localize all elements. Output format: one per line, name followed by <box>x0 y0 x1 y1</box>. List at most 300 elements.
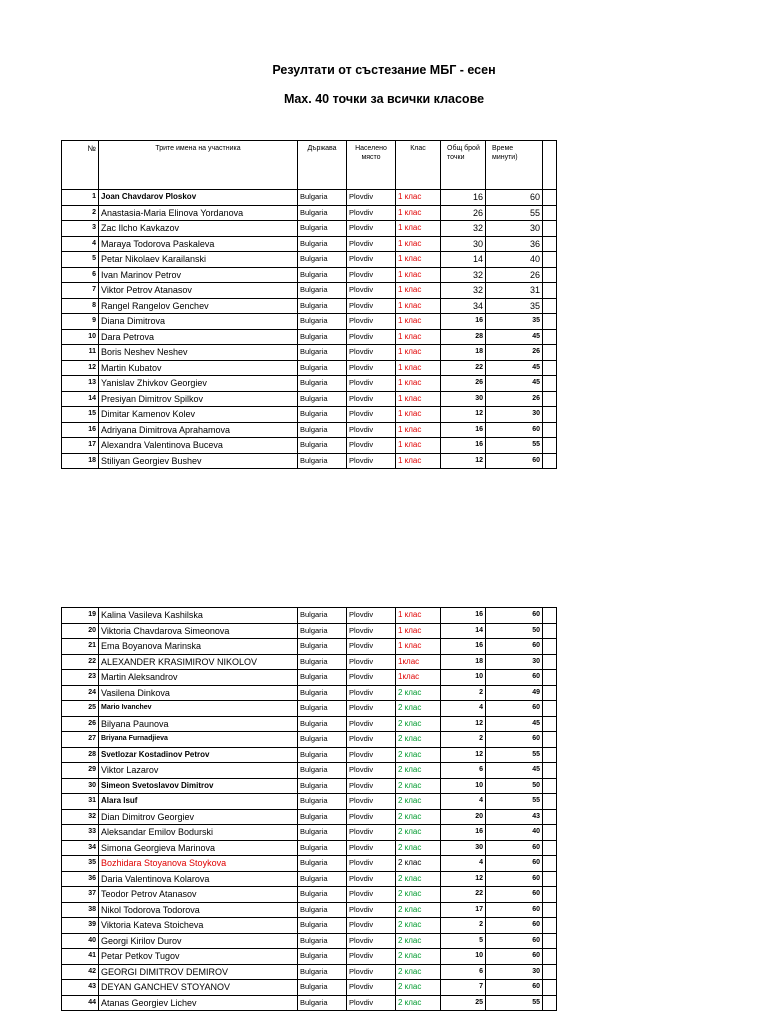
participant-name: ALEXANDER KRASIMIROV NIKOLOV <box>99 654 298 670</box>
total-points: 6 <box>441 964 486 980</box>
row-number: 2 <box>62 205 99 221</box>
total-points: 16 <box>441 825 486 841</box>
extra-cell <box>543 360 557 376</box>
country: Bulgaria <box>298 701 347 717</box>
participant-name: Bilyana Paunova <box>99 716 298 732</box>
country: Bulgaria <box>298 887 347 903</box>
time-minutes: 55 <box>486 438 543 454</box>
extra-cell <box>543 252 557 268</box>
row-number: 37 <box>62 887 99 903</box>
extra-cell <box>543 639 557 655</box>
row-number: 39 <box>62 918 99 934</box>
total-points: 6 <box>441 763 486 779</box>
country: Bulgaria <box>298 376 347 392</box>
time-minutes: 35 <box>486 298 543 314</box>
total-points: 12 <box>441 716 486 732</box>
place: Plovdiv <box>347 716 396 732</box>
total-points: 18 <box>441 654 486 670</box>
country: Bulgaria <box>298 438 347 454</box>
time-minutes: 50 <box>486 623 543 639</box>
place: Plovdiv <box>347 670 396 686</box>
row-number: 44 <box>62 995 99 1011</box>
total-points: 34 <box>441 298 486 314</box>
country: Bulgaria <box>298 190 347 206</box>
total-points: 12 <box>441 407 486 423</box>
place: Plovdiv <box>347 763 396 779</box>
country: Bulgaria <box>298 856 347 872</box>
place: Plovdiv <box>347 701 396 717</box>
total-points: 16 <box>441 422 486 438</box>
total-points: 16 <box>441 639 486 655</box>
table-row <box>62 376 557 392</box>
country: Bulgaria <box>298 685 347 701</box>
time-minutes: 43 <box>486 809 543 825</box>
extra-cell <box>543 685 557 701</box>
class: 1 клас <box>396 438 441 454</box>
country: Bulgaria <box>298 902 347 918</box>
place: Plovdiv <box>347 856 396 872</box>
participant-name: Nikol Todorova Todorova <box>99 902 298 918</box>
place: Plovdiv <box>347 840 396 856</box>
class: 1клас <box>396 670 441 686</box>
row-number: 11 <box>62 345 99 361</box>
extra-cell <box>543 964 557 980</box>
class: 1 клас <box>396 267 441 283</box>
header-class: Клас <box>396 141 441 190</box>
extra-cell <box>543 654 557 670</box>
row-number: 27 <box>62 732 99 748</box>
extra-cell <box>543 856 557 872</box>
total-points: 30 <box>441 236 486 252</box>
table-row <box>62 623 557 639</box>
place: Plovdiv <box>347 732 396 748</box>
table-row <box>62 763 557 779</box>
class: 2 клас <box>396 918 441 934</box>
time-minutes: 60 <box>486 422 543 438</box>
class: 2 клас <box>396 871 441 887</box>
table-row <box>62 267 557 283</box>
country: Bulgaria <box>298 360 347 376</box>
table-row <box>62 809 557 825</box>
class: 1клас <box>396 654 441 670</box>
class: 2 клас <box>396 716 441 732</box>
row-number: 23 <box>62 670 99 686</box>
place: Plovdiv <box>347 871 396 887</box>
total-points: 12 <box>441 453 486 469</box>
table-row <box>62 391 557 407</box>
class: 2 клас <box>396 949 441 965</box>
time-minutes: 60 <box>486 453 543 469</box>
extra-cell <box>543 716 557 732</box>
place: Plovdiv <box>347 438 396 454</box>
time-minutes: 60 <box>486 980 543 996</box>
participant-name: Stiliyan Georgiev Bushev <box>99 453 298 469</box>
row-number: 15 <box>62 407 99 423</box>
time-minutes: 60 <box>486 871 543 887</box>
class: 2 клас <box>396 747 441 763</box>
table-row <box>62 980 557 996</box>
row-number: 43 <box>62 980 99 996</box>
table-row <box>62 252 557 268</box>
participant-name: Simeon Svetoslavov Dimitrov <box>99 778 298 794</box>
class: 1 клас <box>396 190 441 206</box>
total-points: 4 <box>441 794 486 810</box>
total-points: 30 <box>441 840 486 856</box>
participant-name: Boris Neshev Neshev <box>99 345 298 361</box>
time-minutes: 45 <box>486 763 543 779</box>
extra-cell <box>543 778 557 794</box>
class: 1 клас <box>396 314 441 330</box>
extra-cell <box>543 794 557 810</box>
class: 1 клас <box>396 376 441 392</box>
class: 1 клас <box>396 422 441 438</box>
extra-cell <box>543 190 557 206</box>
total-points: 16 <box>441 438 486 454</box>
table-row <box>62 329 557 345</box>
place: Plovdiv <box>347 825 396 841</box>
table-row <box>62 778 557 794</box>
extra-cell <box>543 949 557 965</box>
class: 1 клас <box>396 623 441 639</box>
time-minutes: 60 <box>486 933 543 949</box>
class: 2 клас <box>396 732 441 748</box>
total-points: 14 <box>441 623 486 639</box>
place: Plovdiv <box>347 360 396 376</box>
table-row <box>62 871 557 887</box>
participant-name: Dara Petrova <box>99 329 298 345</box>
class: 1 клас <box>396 252 441 268</box>
participant-name: Teodor Petrov Atanasov <box>99 887 298 903</box>
participant-name: Joan Chavdarov Ploskov <box>99 190 298 206</box>
class: 1 клас <box>396 283 441 299</box>
class: 2 клас <box>396 763 441 779</box>
table-row <box>62 840 557 856</box>
class: 1 клас <box>396 221 441 237</box>
total-points: 28 <box>441 329 486 345</box>
total-points: 16 <box>441 608 486 624</box>
place: Plovdiv <box>347 809 396 825</box>
class: 1 клас <box>396 298 441 314</box>
time-minutes: 26 <box>486 267 543 283</box>
country: Bulgaria <box>298 236 347 252</box>
country: Bulgaria <box>298 221 347 237</box>
time-minutes: 60 <box>486 856 543 872</box>
participant-name: Bozhidara Stoyanova Stoykova <box>99 856 298 872</box>
time-minutes: 45 <box>486 329 543 345</box>
participant-name: GEORGI DIMITROV DEMIROV <box>99 964 298 980</box>
row-number: 26 <box>62 716 99 732</box>
participant-name: Viktor Lazarov <box>99 763 298 779</box>
row-number: 12 <box>62 360 99 376</box>
table-header-row <box>62 141 557 190</box>
country: Bulgaria <box>298 670 347 686</box>
country: Bulgaria <box>298 980 347 996</box>
row-number: 8 <box>62 298 99 314</box>
time-minutes: 30 <box>486 221 543 237</box>
country: Bulgaria <box>298 623 347 639</box>
participant-name: Viktoria Kateva Stoicheva <box>99 918 298 934</box>
header-place: Населено място <box>347 141 396 190</box>
participant-name: DEYAN GANCHEV STOYANOV <box>99 980 298 996</box>
participant-name: Ema Boyanova Marinska <box>99 639 298 655</box>
country: Bulgaria <box>298 840 347 856</box>
table-row <box>62 283 557 299</box>
row-number: 28 <box>62 747 99 763</box>
extra-cell <box>543 329 557 345</box>
time-minutes: 55 <box>486 995 543 1011</box>
country: Bulgaria <box>298 933 347 949</box>
total-points: 32 <box>441 221 486 237</box>
extra-cell <box>543 236 557 252</box>
extra-cell <box>543 701 557 717</box>
row-number: 35 <box>62 856 99 872</box>
header-country: Държава <box>298 141 347 190</box>
row-number: 41 <box>62 949 99 965</box>
participant-name: Kalina Vasileva Kashilska <box>99 608 298 624</box>
extra-cell <box>543 871 557 887</box>
table-row <box>62 205 557 221</box>
country: Bulgaria <box>298 964 347 980</box>
extra-cell <box>543 391 557 407</box>
place: Plovdiv <box>347 918 396 934</box>
table-row <box>62 608 557 624</box>
extra-cell <box>543 345 557 361</box>
country: Bulgaria <box>298 732 347 748</box>
class: 2 клас <box>396 856 441 872</box>
place: Plovdiv <box>347 608 396 624</box>
time-minutes: 30 <box>486 407 543 423</box>
place: Plovdiv <box>347 190 396 206</box>
table-row <box>62 453 557 469</box>
country: Bulgaria <box>298 314 347 330</box>
header-name: Трите имена на участника <box>99 141 298 190</box>
place: Plovdiv <box>347 902 396 918</box>
country: Bulgaria <box>298 453 347 469</box>
participant-name: Daria Valentinova Kolarova <box>99 871 298 887</box>
extra-cell <box>543 747 557 763</box>
country: Bulgaria <box>298 205 347 221</box>
time-minutes: 60 <box>486 701 543 717</box>
time-minutes: 55 <box>486 747 543 763</box>
total-points: 10 <box>441 670 486 686</box>
place: Plovdiv <box>347 267 396 283</box>
header-num: № <box>62 141 99 190</box>
country: Bulgaria <box>298 918 347 934</box>
class: 2 клас <box>396 964 441 980</box>
participant-name: Svetlozar Kostadinov Petrov <box>99 747 298 763</box>
extra-cell <box>543 623 557 639</box>
total-points: 14 <box>441 252 486 268</box>
row-number: 29 <box>62 763 99 779</box>
row-number: 22 <box>62 654 99 670</box>
participant-name: Simona Georgieva Marinova <box>99 840 298 856</box>
time-minutes: 35 <box>486 314 543 330</box>
country: Bulgaria <box>298 949 347 965</box>
place: Plovdiv <box>347 995 396 1011</box>
participant-name: Viktoria Chavdarova Simeonova <box>99 623 298 639</box>
row-number: 42 <box>62 964 99 980</box>
total-points: 5 <box>441 933 486 949</box>
country: Bulgaria <box>298 608 347 624</box>
time-minutes: 40 <box>486 825 543 841</box>
table-row <box>62 360 557 376</box>
participant-name: Martin Aleksandrov <box>99 670 298 686</box>
extra-cell <box>543 298 557 314</box>
time-minutes: 60 <box>486 190 543 206</box>
class: 2 клас <box>396 995 441 1011</box>
country: Bulgaria <box>298 391 347 407</box>
page-title: Резултати от състезание МБГ - есен <box>272 63 496 77</box>
place: Plovdiv <box>347 422 396 438</box>
header-time: Време минути) <box>486 141 543 190</box>
row-number: 25 <box>62 701 99 717</box>
class: 1 клас <box>396 407 441 423</box>
row-number: 17 <box>62 438 99 454</box>
place: Plovdiv <box>347 964 396 980</box>
table-row <box>62 918 557 934</box>
class: 2 клас <box>396 794 441 810</box>
table-row <box>62 825 557 841</box>
class: 1 клас <box>396 360 441 376</box>
time-minutes: 60 <box>486 918 543 934</box>
place: Plovdiv <box>347 747 396 763</box>
participant-name: Atanas Georgiev Lichev <box>99 995 298 1011</box>
extra-cell <box>543 732 557 748</box>
page-subtitle: Max. 40 точки за всички класове <box>283 92 485 106</box>
extra-cell <box>543 314 557 330</box>
time-minutes: 26 <box>486 345 543 361</box>
extra-cell <box>543 376 557 392</box>
total-points: 18 <box>441 345 486 361</box>
place: Plovdiv <box>347 283 396 299</box>
time-minutes: 60 <box>486 608 543 624</box>
extra-cell <box>543 980 557 996</box>
participant-name: Mario Ivanchev <box>99 701 298 717</box>
time-minutes: 60 <box>486 639 543 655</box>
table-row <box>62 314 557 330</box>
table-row <box>62 345 557 361</box>
place: Plovdiv <box>347 654 396 670</box>
table-row <box>62 639 557 655</box>
total-points: 26 <box>441 376 486 392</box>
class: 2 клас <box>396 825 441 841</box>
extra-cell <box>543 283 557 299</box>
extra-cell <box>543 670 557 686</box>
place: Plovdiv <box>347 887 396 903</box>
place: Plovdiv <box>347 236 396 252</box>
row-number: 16 <box>62 422 99 438</box>
class: 2 клас <box>396 840 441 856</box>
class: 2 клас <box>396 980 441 996</box>
time-minutes: 60 <box>486 840 543 856</box>
class: 1 клас <box>396 391 441 407</box>
row-number: 36 <box>62 871 99 887</box>
class: 2 клас <box>396 778 441 794</box>
row-number: 18 <box>62 453 99 469</box>
total-points: 10 <box>441 949 486 965</box>
table-row <box>62 685 557 701</box>
table-row <box>62 995 557 1011</box>
participant-name: Petar Petkov Tugov <box>99 949 298 965</box>
class: 2 клас <box>396 902 441 918</box>
time-minutes: 30 <box>486 654 543 670</box>
row-number: 34 <box>62 840 99 856</box>
row-number: 21 <box>62 639 99 655</box>
total-points: 16 <box>441 190 486 206</box>
class: 1 клас <box>396 453 441 469</box>
time-minutes: 45 <box>486 376 543 392</box>
class: 2 клас <box>396 887 441 903</box>
extra-cell <box>543 933 557 949</box>
row-number: 14 <box>62 391 99 407</box>
extra-cell <box>543 902 557 918</box>
class: 1 клас <box>396 608 441 624</box>
participant-name: Yanislav Zhivkov Georgiev <box>99 376 298 392</box>
participant-name: Adriyana Dimitrova Aprahamova <box>99 422 298 438</box>
header-extra <box>543 141 557 190</box>
country: Bulgaria <box>298 298 347 314</box>
extra-cell <box>543 825 557 841</box>
results-table-1 <box>61 140 557 469</box>
table-row <box>62 747 557 763</box>
country: Bulgaria <box>298 794 347 810</box>
table-row <box>62 902 557 918</box>
total-points: 22 <box>441 360 486 376</box>
total-points: 2 <box>441 732 486 748</box>
place: Plovdiv <box>347 778 396 794</box>
total-points: 32 <box>441 267 486 283</box>
place: Plovdiv <box>347 205 396 221</box>
table-row <box>62 964 557 980</box>
place: Plovdiv <box>347 949 396 965</box>
total-points: 4 <box>441 701 486 717</box>
table-row <box>62 949 557 965</box>
participant-name: Dian Dimitrov Georgiev <box>99 809 298 825</box>
row-number: 6 <box>62 267 99 283</box>
row-number: 24 <box>62 685 99 701</box>
extra-cell <box>543 438 557 454</box>
extra-cell <box>543 887 557 903</box>
participant-name: Anastasia-Maria Elinova Yordanova <box>99 205 298 221</box>
row-number: 19 <box>62 608 99 624</box>
row-number: 13 <box>62 376 99 392</box>
class: 1 клас <box>396 205 441 221</box>
participant-name: Vasilena Dinkova <box>99 685 298 701</box>
time-minutes: 36 <box>486 236 543 252</box>
participant-name: Aleksandar Emilov Bodurski <box>99 825 298 841</box>
place: Plovdiv <box>347 329 396 345</box>
time-minutes: 60 <box>486 887 543 903</box>
participant-name: Alexandra Valentinova Buceva <box>99 438 298 454</box>
row-number: 9 <box>62 314 99 330</box>
country: Bulgaria <box>298 825 347 841</box>
participant-name: Maraya Todorova Paskaleva <box>99 236 298 252</box>
extra-cell <box>543 453 557 469</box>
total-points: 12 <box>441 747 486 763</box>
total-points: 2 <box>441 685 486 701</box>
total-points: 26 <box>441 205 486 221</box>
participant-name: Alara Isuf <box>99 794 298 810</box>
table-row <box>62 221 557 237</box>
place: Plovdiv <box>347 252 396 268</box>
row-number: 5 <box>62 252 99 268</box>
participant-name: Briyana Furnadjieva <box>99 732 298 748</box>
time-minutes: 60 <box>486 902 543 918</box>
total-points: 22 <box>441 887 486 903</box>
country: Bulgaria <box>298 639 347 655</box>
table-row <box>62 732 557 748</box>
time-minutes: 60 <box>486 732 543 748</box>
